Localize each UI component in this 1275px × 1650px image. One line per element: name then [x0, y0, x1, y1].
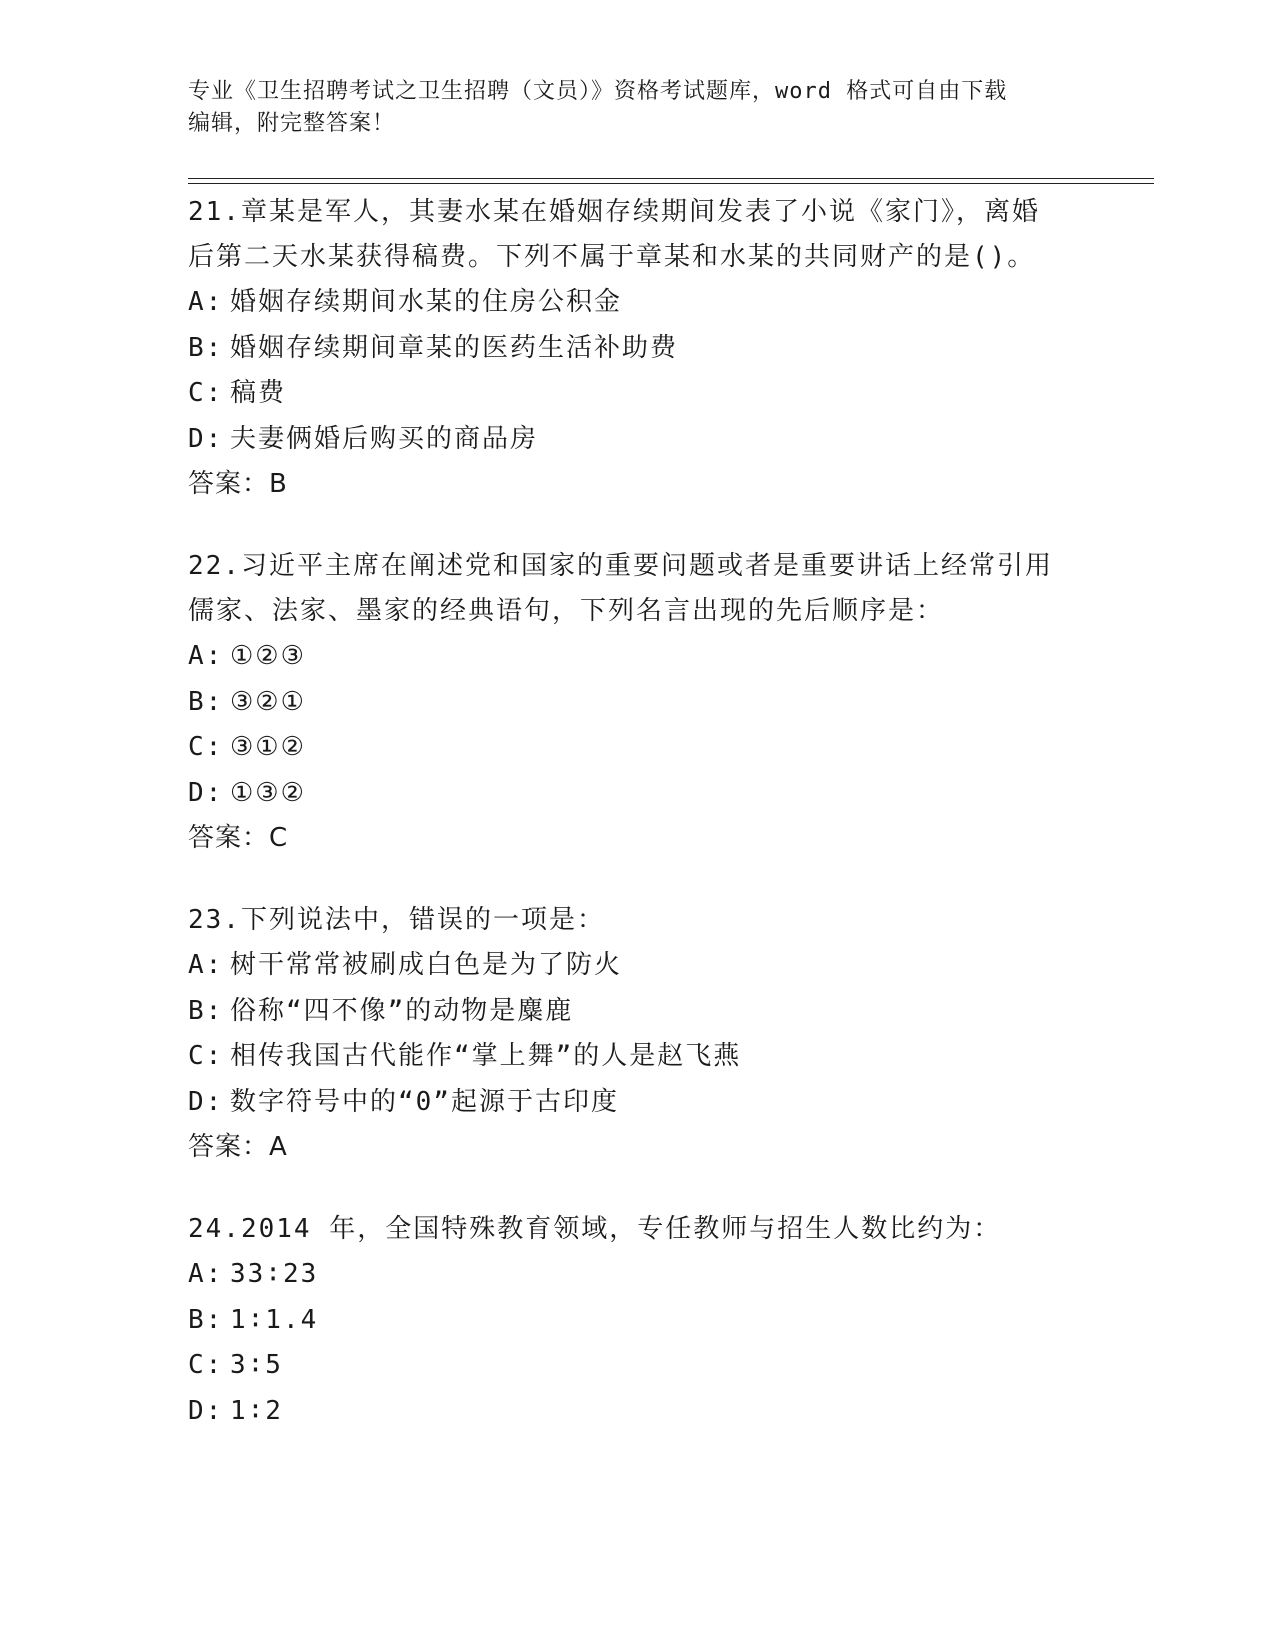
option-letter: B:: [188, 332, 224, 363]
header-divider-top: [188, 178, 1154, 179]
option-letter: A:: [188, 950, 224, 980]
option-letter: B:: [188, 686, 224, 717]
option-letter: C:: [188, 1041, 224, 1071]
option-b: [188, 989, 1088, 1035]
option-text: 夫妻俩婚后购买的商品房: [230, 423, 539, 454]
option-c: [188, 371, 1088, 417]
option-d: [188, 771, 1088, 817]
option-a: [188, 1252, 1088, 1298]
option-text: 相传我国古代能作“掌上舞”的人是赵飞燕: [230, 1041, 742, 1071]
option-letter: C:: [188, 1350, 224, 1380]
option-text: ③①②: [230, 732, 306, 762]
question-stem-line: 23.下列说法中，错误的一项是：: [188, 905, 605, 935]
option-a: [188, 943, 1088, 989]
option-text: 树干常常被刷成白色是为了防火: [230, 950, 623, 980]
answer-line: 答案：B: [188, 469, 288, 499]
question-24: [188, 1207, 1088, 1434]
option-text: 3∶5: [230, 1350, 283, 1380]
option-letter: D:: [188, 1395, 224, 1426]
question-stem-line: 21.章某是军人，其妻水某在婚姻存续期间发表了小说《家门》，离婚: [188, 197, 1040, 227]
option-letter: A:: [188, 287, 224, 317]
option-letter: D:: [188, 423, 224, 454]
option-text: 数字符号中的“0”起源于古印度: [230, 1086, 619, 1117]
option-c: [188, 1034, 1088, 1080]
option-b: [188, 1298, 1088, 1344]
option-text: 俗称“四不像”的动物是麋鹿: [230, 995, 574, 1026]
option-text: 1∶1.4: [230, 1304, 319, 1335]
option-d: [188, 1080, 1088, 1126]
question-stem-line: 后第二天水某获得稿费。下列不属于章某和水某的共同财产的是()。: [188, 242, 1036, 272]
option-d: [188, 1389, 1088, 1435]
option-letter: D:: [188, 777, 224, 808]
option-letter: A:: [188, 1259, 224, 1289]
question-list: [188, 190, 1088, 1471]
header-line-2: 编辑，附完整答案！: [188, 111, 396, 136]
document-header: [188, 76, 1088, 140]
option-letter: B:: [188, 995, 224, 1026]
option-letter: D:: [188, 1086, 224, 1117]
question-stem-line: 22.习近平主席在阐述党和国家的重要问题或者是重要讲话上经常引用: [188, 551, 1053, 581]
header-divider-bottom: [188, 183, 1154, 184]
option-c: [188, 725, 1088, 771]
option-d: [188, 417, 1088, 463]
option-text: ①③②: [230, 777, 306, 808]
option-letter: A:: [188, 641, 224, 671]
option-text: 稿费: [230, 378, 287, 408]
question-stem-line: 儒家、法家、墨家的经典语句，下列名言出现的先后顺序是：: [188, 596, 945, 626]
question-23: [188, 898, 1088, 1170]
question-stem-line: 24.2014 年，全国特殊教育领域，专任教师与招生人数比约为：: [188, 1214, 1002, 1244]
header-line-1: 专业《卫生招聘考试之卫生招聘（文员）》资格考试题库，word 格式可自由下载: [188, 79, 1008, 104]
option-a: [188, 280, 1088, 326]
question-22: [188, 544, 1088, 861]
option-letter: C:: [188, 732, 224, 762]
option-letter: B:: [188, 1304, 224, 1335]
option-text: 33∶23: [230, 1259, 319, 1289]
option-b: [188, 680, 1088, 726]
answer-line: 答案：C: [188, 823, 289, 853]
answer-line: 答案：A: [188, 1132, 288, 1162]
option-letter: C:: [188, 378, 224, 408]
option-b: [188, 326, 1088, 372]
option-text: ①②③: [230, 641, 306, 671]
option-a: [188, 634, 1088, 680]
option-c: [188, 1343, 1088, 1389]
option-text: 1∶2: [230, 1395, 283, 1426]
question-21: [188, 190, 1088, 507]
option-text: 婚姻存续期间章某的医药生活补助费: [230, 332, 679, 363]
option-text: 婚姻存续期间水某的住房公积金: [230, 287, 623, 317]
option-text: ③②①: [230, 686, 306, 717]
